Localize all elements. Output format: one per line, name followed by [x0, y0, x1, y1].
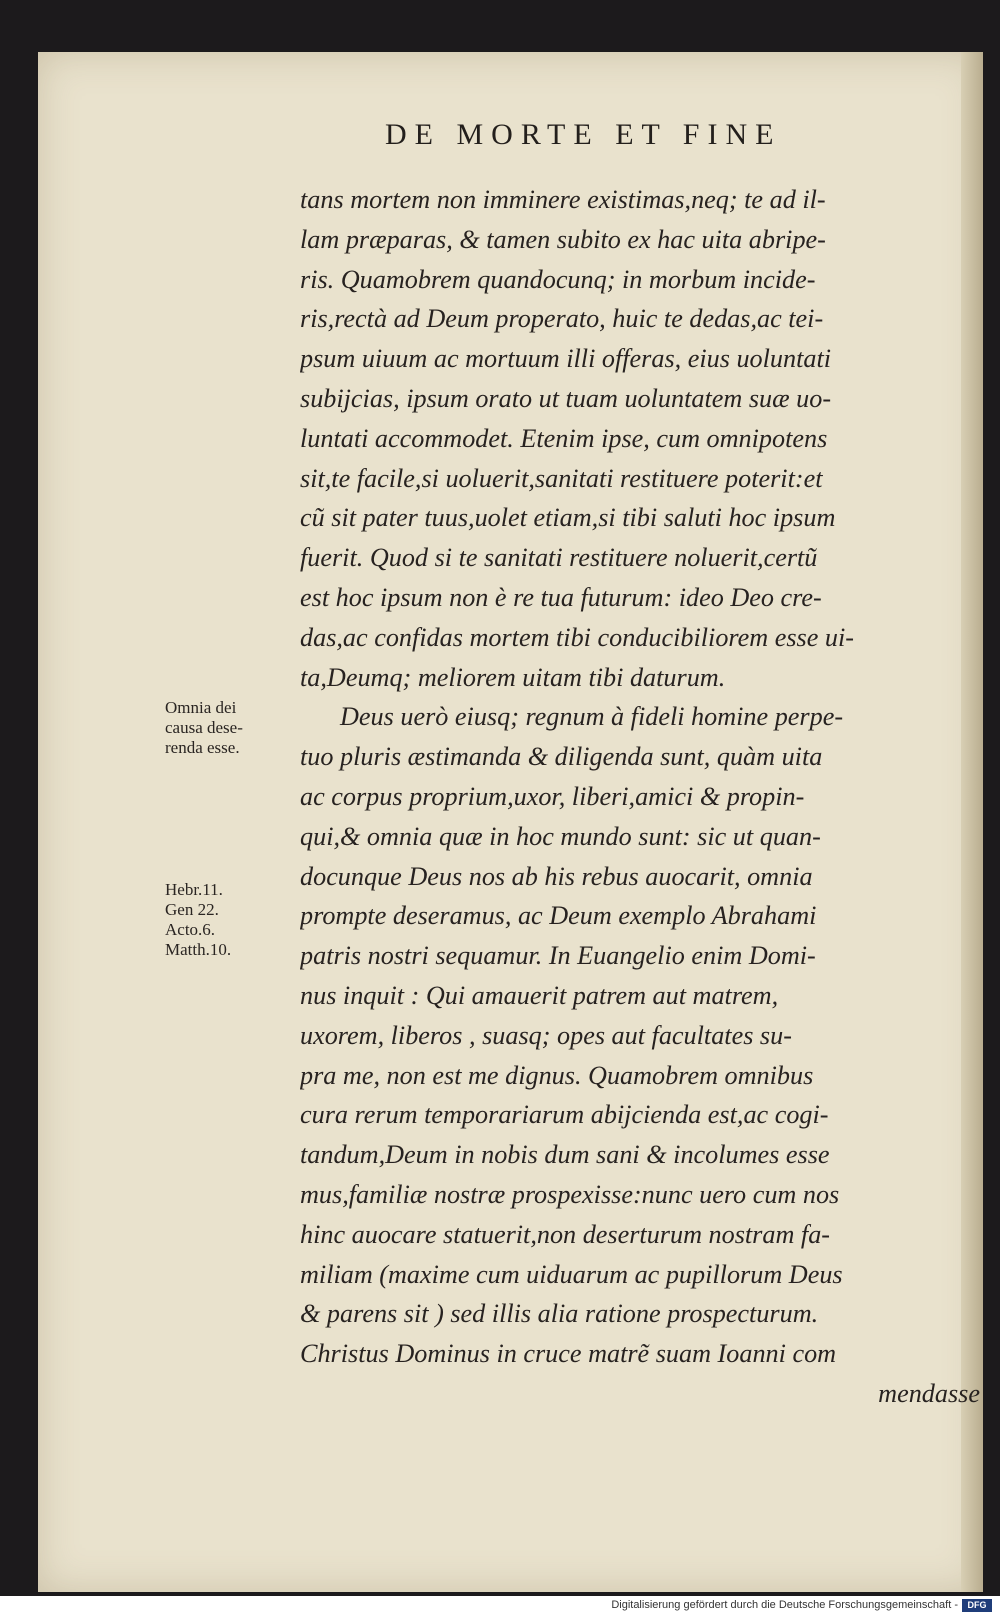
dfg-logo-icon: DFG	[962, 1599, 992, 1612]
text-line: ac corpus proprium,uxor, liberi,amici & propin-	[300, 781, 805, 811]
digitization-credit: Digitalisierung gefördert durch die Deutsche Forschungsgemeinschaft -	[611, 1599, 958, 1611]
text-line: docunque Deus nos ab his rebus auocarit, omnia	[300, 861, 813, 891]
marginal-note-1	[165, 698, 293, 758]
text-line: sit,te facile,si uoluerit,sanitati restituere poterit:et	[300, 463, 823, 493]
marginal-note-line: Hebr.11.	[165, 880, 223, 899]
text-line: luntati accommodet. Etenim ipse, cum omnipotens	[300, 423, 828, 453]
text-line: est hoc ipsum non è re tua futurum: ideo Deo cre-	[300, 582, 822, 612]
text-line: prompte deseramus, ac Deum exemplo Abrahami	[300, 901, 817, 931]
marginal-note-line: causa dese-	[165, 718, 243, 737]
text-line: subijcias, ipsum orato ut tuam uoluntatem suæ uo-	[300, 383, 832, 413]
text-line: ta,Deumq; meliorem uitam tibi daturum.	[300, 662, 726, 692]
text-line: cura rerum temporariarum abijcienda est,ac cogi-	[300, 1100, 829, 1130]
text-line: tuo pluris æstimanda & diligenda sunt, quàm uita	[300, 742, 823, 772]
text-line: das,ac confidas mortem tibi conducibiliorem esse ui-	[300, 622, 854, 652]
text-line: Christus Dominus in cruce matrẽ suam Ioanni com	[300, 1339, 837, 1369]
text-line: & parens sit ) sed illis alia ratione prospecturum.	[300, 1299, 819, 1329]
text-line: hinc auocare statuerit,non deserturum nostram fa-	[300, 1219, 831, 1249]
text-line: pra me, non est me dignus. Quamobrem omnibus	[300, 1060, 814, 1090]
marginal-note-line: Matth.10.	[165, 940, 232, 959]
text-line: patris nostri sequamur. In Euangelio enim Domi-	[300, 941, 816, 971]
text-line: psum uiuum ac mortuum illi offeras, eius uoluntati	[300, 344, 832, 374]
text-line: fuerit. Quod si te sanitati restituere noluerit,certũ	[300, 543, 818, 573]
text-line: tandum,Deum in nobis dum sani & incolumes esse	[300, 1140, 830, 1170]
text-line: mus,familiæ nostræ prospexisse:nunc uero cum nos	[300, 1179, 840, 1209]
catchword: mendasse	[878, 1378, 980, 1408]
running-head: DE MORTE ET FINE	[385, 118, 782, 151]
text-line: qui,& omnia quæ in hoc mundo sunt: sic ut quan-	[300, 821, 821, 851]
text-line: Deus uerò eiusq; regnum à fideli homine perpe-	[340, 702, 844, 732]
text-line: miliam (maxime cum uiduarum ac pupillorum Deus	[300, 1259, 843, 1289]
main-text-block	[300, 180, 980, 1414]
text-line: nus inquit : Qui amauerit patrem aut matrem,	[300, 980, 779, 1010]
text-line: cũ sit pater tuus,uolet etiam,si tibi saluti hoc ipsum	[300, 503, 836, 533]
marginal-note-line: Acto.6.	[165, 920, 216, 939]
text-line: tans mortem non imminere existimas,neq; te ad il-	[300, 185, 826, 214]
text-line: uxorem, liberos , suasq; opes aut facultates su-	[300, 1020, 792, 1050]
text-line: lam præparas, & tamen subito ex hac uita abripe-	[300, 224, 826, 254]
text-line: ris. Quamobrem quandocunq; in morbum incide-	[300, 264, 816, 294]
marginal-note-line: Gen 22.	[165, 900, 219, 919]
text-line: ris,rectà ad Deum properato, huic te dedas,ac tei-	[300, 304, 824, 334]
marginal-note-2	[165, 880, 293, 960]
marginal-note-line: renda esse.	[165, 738, 240, 757]
marginal-note-line: Omnia dei	[165, 698, 237, 717]
